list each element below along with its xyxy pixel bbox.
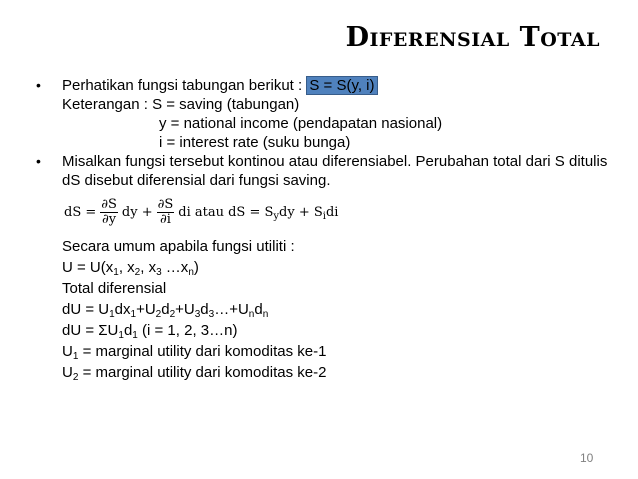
total-differential-formula bbox=[64, 194, 617, 230]
formula-term-dy: dy + bbox=[121, 204, 153, 220]
utility-intro: Secara umum apabila fungsi utiliti : bbox=[62, 238, 295, 255]
utility-function-def: $U = U(x_1$, $x_2$, $x_3$ $\dots x_n$) bbox=[62, 259, 199, 278]
frac-numerator: ∂S bbox=[101, 196, 117, 212]
u2-definition: $U_2$ = marginal utility dari komoditas ke-2 bbox=[62, 364, 327, 383]
saving-function-highlight: S = S(y, i) bbox=[306, 76, 377, 95]
partial-s-partial-y bbox=[100, 198, 118, 227]
formula-lhs: dS = bbox=[64, 204, 97, 220]
slide-body bbox=[32, 76, 617, 383]
keterangan-line: Keterangan : S = saving (tabungan) bbox=[62, 96, 300, 113]
bullet-dot: • bbox=[36, 153, 41, 169]
frac-denominator: ∂i bbox=[159, 211, 171, 227]
slide-title: Diferensial Total bbox=[345, 22, 600, 53]
bullet-dot: • bbox=[36, 77, 41, 93]
saving-function-line bbox=[62, 76, 617, 95]
formula-rhs: di atau dS = $S_ydy + S_idi$ bbox=[178, 204, 339, 222]
bullet-differential bbox=[32, 152, 617, 383]
national-income-line: y = national income (pendapatan nasional) bbox=[159, 115, 443, 132]
du-expansion: dU = $U_1dx_1+U_2d_2+U_3d_3\dots+U_nd_n$ bbox=[62, 301, 269, 320]
utility-block bbox=[62, 236, 617, 383]
saving-function-intro: Perhatikan fungsi tabungan berikut : bbox=[62, 77, 307, 94]
frac-numerator: ∂S bbox=[157, 196, 174, 212]
bullet-saving-function bbox=[32, 76, 617, 152]
interest-rate-line: i = interest rate (suku bunga) bbox=[159, 134, 351, 151]
differential-text: Misalkan fungsi tersebut kontinou atau diferensiabel. Perubahan total dari S ditulis dS disebut diferensial dari fungsi saving. bbox=[62, 153, 608, 189]
du-summation: dU = $\Sigma U_1d_1$ (i = 1, 2, 3…n) bbox=[62, 322, 238, 341]
u1-definition: $U_1$ = marginal utility dari komoditas ke-1 bbox=[62, 343, 327, 362]
partial-s-partial-i bbox=[157, 198, 175, 227]
frac-denominator: ∂y bbox=[102, 211, 117, 227]
total-differential-label: Total diferensial bbox=[62, 280, 167, 297]
page-number: 10 bbox=[580, 451, 594, 465]
